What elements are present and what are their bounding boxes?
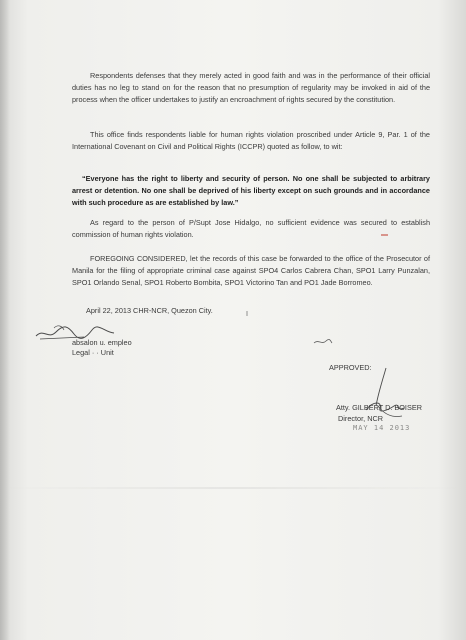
approved-label: APPROVED: [329,363,372,372]
iccpr-quote: “Everyone has the right to liberty and security of person. No one shall be subjected to arbitrary arrest or detention. No one shall be deprived of his liberty except on such grounds and in accordance with such procedure as are established by law.” [72,174,430,207]
paper-fold-line [0,487,466,489]
page-edge-shadow [0,0,10,640]
red-pen-mark [381,233,389,237]
paragraph-hidalgo: As regard to the person of P/Supt Jose Hidalgo, no sufficient evidence was secured to establish commission of human rights violation. [72,218,430,239]
date-place-line: April 22, 2013 CHR-NCR, Quezon City. [86,306,213,315]
margin-pen-mark [313,338,333,346]
left-signatory-block [72,338,132,358]
paragraph-foregoing-considered: FOREGOING CONSIDERED, let the records of this case be forwarded to the office of the Prosecutor of Manila for the filing of appropriate criminal case against SPO4 Carlos Cabrera Chan, SPO1 Larry Punzalan, SPO1 Orlando Senal, SPO1 Roberto Bombita, SPO1 Victorino Tan and PO1 Jade Borromeo. [72,254,430,287]
left-signatory-unit: Legal · · Unit [72,348,114,357]
pen-dot-mark [245,311,249,317]
director-name: Atty. GILBERT D. BOISER [336,403,422,412]
director-block [336,403,422,424]
left-signatory-name: absalon u. empleo [72,338,132,347]
paragraph-good-faith: Respondents defenses that they merely acted in good faith and was in the performance of their official duties has no leg to stand on for the reason that no presumption of regularity may be invoked in aid of the process when the officer undertakes to justify an encroachment of rights secured by the constitution. [72,71,430,104]
director-title: Director, NCR [338,413,384,423]
received-date-stamp: MAY 14 2013 [353,424,411,432]
paragraph-iccpr-finding: This office finds respondents liable for human rights violation proscribed under Article 9, Par. 1 of the International Covenant on Civil and Political Rights (ICCPR) quoted as follow, to wit: [72,130,430,151]
